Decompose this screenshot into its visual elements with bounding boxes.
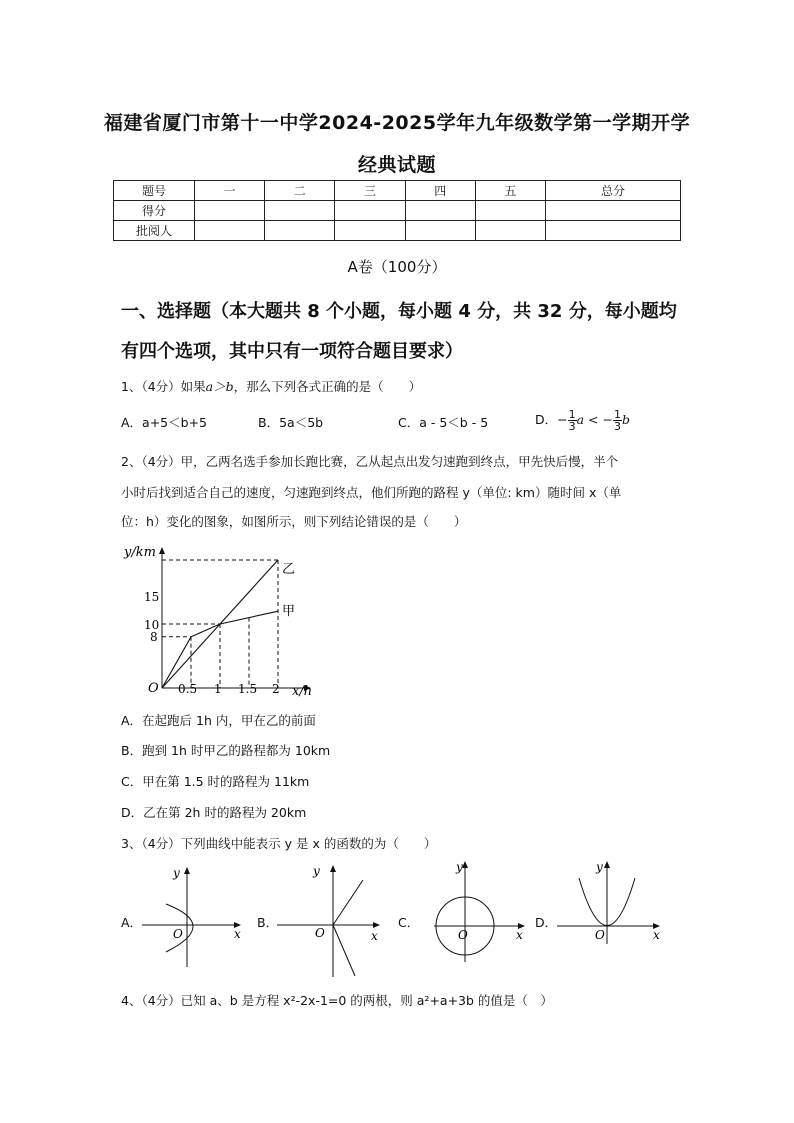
q1-option-a: A．a+5＜b+5 [121, 415, 207, 430]
score-header-cell: 三 [335, 181, 405, 201]
x-tick-label: 1.5 [238, 682, 258, 696]
page-title: 福建省厦门市第十一中学2024-2025学年九年级数学第一学期开学 [103, 112, 691, 134]
y-axis-label: y/km [124, 545, 156, 560]
score-cell [475, 221, 545, 241]
axis-y-label: y [596, 860, 603, 874]
q2-distance-time-graph [120, 540, 330, 705]
score-cell [195, 201, 265, 221]
x-axis-label: x/h [292, 684, 313, 699]
q3-graph-c [432, 858, 532, 968]
score-cell [335, 221, 405, 241]
series-label-yi: 乙 [282, 562, 296, 577]
q1-option-d-minus: − [557, 412, 568, 427]
y-tick-label: 15 [144, 590, 160, 604]
page-title-line2: 经典试题 [357, 154, 436, 176]
fraction-numerator: 1 [568, 408, 576, 421]
part1-heading-line1: 一、选择题（本大题共 8 个小题，每小题 4 分，共 32 分，每小题均 [121, 301, 677, 322]
score-table [113, 180, 681, 241]
q1-option-d-fraction [568, 409, 577, 432]
score-cell [265, 201, 335, 221]
series-label-jia: 甲 [282, 604, 296, 619]
axis-y-label: y [173, 866, 180, 880]
score-header-cell: 题号 [114, 181, 195, 201]
score-header-cell: 二 [265, 181, 335, 201]
q2-option-d: D．乙在第 2h 时的路程为 20km [121, 805, 307, 820]
score-header-cell: 总分 [546, 181, 681, 201]
score-row-label: 得分 [114, 201, 195, 221]
axis-y-label: y [456, 860, 463, 874]
score-row-label: 批阅人 [114, 221, 195, 241]
score-table-row [114, 201, 681, 221]
score-cell [405, 201, 475, 221]
q1-stem [121, 377, 421, 395]
q3-graph-a [140, 862, 250, 972]
q2-stem-line1: 2、（4分）甲，乙两名选手参加长跑比赛，乙从起点出发匀速跑到终点，甲先快后慢，半个 [121, 454, 619, 469]
part1-heading-line2: 有四个选项，其中只有一项符合题目要求） [121, 341, 463, 362]
x-tick-label: 1 [214, 682, 222, 696]
origin-label: O [458, 928, 468, 942]
fraction-denominator: 3 [568, 420, 576, 433]
score-header-cell: 四 [405, 181, 475, 201]
q3-stem: 3、（4分）下列曲线中能表示 y 是 x 的函数的为（ ） [121, 836, 437, 851]
q3-label-c: C． [398, 915, 420, 930]
y-tick-label: 10 [144, 618, 160, 632]
score-table-row [114, 221, 681, 241]
score-cell [335, 201, 405, 221]
score-cell [405, 221, 475, 241]
axis-y-label: y [313, 864, 320, 878]
q4-stem: 4、（4分）已知 a、b 是方程 x²-2x-1=0 的两根，则 a²+a+3b 的值是（ ） [121, 993, 553, 1008]
y-tick-label: 8 [150, 630, 158, 644]
score-cell [475, 201, 545, 221]
q2-stem-line2: 小时后找到适合自己的速度，匀速跑到终点，他们所跑的路程 y（单位: km）随时间 x（单 [121, 485, 622, 500]
origin-label: O [173, 927, 183, 941]
score-cell [195, 221, 265, 241]
x-tick-label: 0.5 [178, 682, 198, 696]
q1-option-d-label: D． [535, 412, 558, 427]
q1-stem-prefix: 1、（4分）如果 [121, 379, 206, 394]
q1-stem-suffix: ，那么下列各式正确的是（ ） [233, 379, 422, 394]
q1-option-d [535, 402, 630, 438]
q1-stem-math: a＞b [205, 379, 234, 394]
fraction-denominator: 3 [613, 420, 621, 433]
q2-option-a: A．在起跑后 1h 内，甲在乙的前面 [121, 713, 316, 728]
q3-label-b: B． [257, 915, 279, 930]
q1-option-d-mid: a < − [576, 412, 613, 427]
score-cell [546, 221, 681, 241]
graph-layer [162, 560, 278, 688]
q1-option-d-end: b [621, 412, 630, 427]
q3-label-a: A． [121, 915, 143, 930]
x-tick-label: 2 [272, 682, 280, 696]
q1-option-c: C．a - 5＜b - 5 [398, 415, 489, 430]
fraction-numerator: 1 [613, 408, 621, 421]
score-cell [265, 221, 335, 241]
q2-option-b: B．跑到 1h 时甲乙的路程都为 10km [121, 743, 331, 758]
axis-x-label: x [234, 927, 241, 941]
q3-graph-b [275, 860, 385, 980]
origin-label: O [315, 926, 325, 940]
q2-stem-line3: 位：h）变化的图象，如图所示，则下列结论错误的是（ ） [121, 514, 467, 529]
axis-x-label: x [371, 929, 378, 943]
q1-option-b: B．5a＜5b [258, 415, 324, 430]
score-cell [546, 201, 681, 221]
axis-x-label: x [516, 928, 523, 942]
score-header-cell: 五 [475, 181, 545, 201]
q2-option-c: C．甲在第 1.5 时的路程为 11km [121, 774, 310, 789]
axis-x-label: x [653, 928, 660, 942]
q1-option-d-fraction-2 [613, 409, 622, 432]
origin-label: O [595, 928, 605, 942]
score-header-cell: 一 [195, 181, 265, 201]
v-shaped-curve [333, 880, 363, 976]
score-table-header-row [114, 181, 681, 201]
q3-label-d: D． [535, 915, 558, 930]
q3-graph-d [555, 858, 665, 948]
section-a-heading: A卷（100分） [347, 258, 447, 276]
origin-label: O [148, 681, 159, 696]
